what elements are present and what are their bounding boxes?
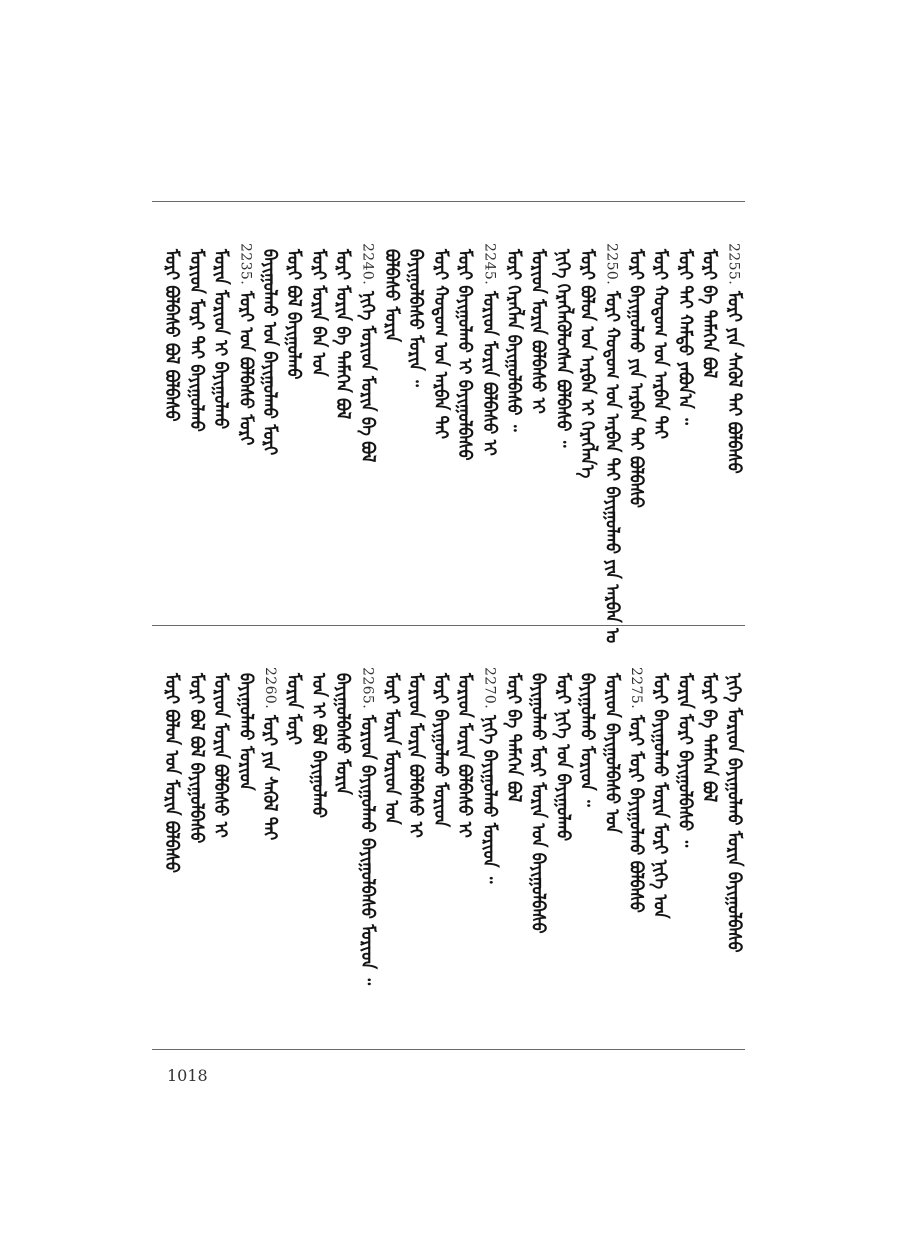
verse-text: ᠮᠣᠷᠢ ᠪᠣᠯᠤᠨ ᠤᠨ ᠮᠣᠷᠢᠨ ᠪᠣᠯᠪᠠᠰᠤ: [162, 673, 184, 873]
verse-text: ᠮᠣᠷᠢ ᠪᠠᠶᠢᠭᠤᠯᠬᠤ ᠶᠢᠨ ᠠᠷᠪᠠᠨ ᠲᠡᠢ ᠪᠣᠯᠪᠠᠰᠤ: [625, 249, 648, 508]
verse-text: ᠪᠠᠶᠢᠭᠤᠯᠬᠤ ᠤᠨ ᠪᠠᠶᠢᠭᠤᠯᠬᠤ ᠮᠣᠷᠢ: [259, 249, 282, 456]
upper-text-block: [158, 243, 746, 644]
verse-text: ᠮᠣᠷᠢ ᠪᠣᠯ ᠪᠠᠶᠢᠭᠤᠯᠬᠤ: [284, 249, 306, 380]
page-number: 1018: [167, 1066, 208, 1085]
line-number: 2250.: [603, 243, 620, 286]
verse-text: ᠮᠣᠷᠢᠳ ᠮᠣᠷᠢ ᠲᠠᠢ ᠪᠠᠶᠢᠭᠤᠯᠬᠤ: [186, 249, 209, 432]
verse-text: ᠮᠣᠷᠢ ᠬᠤᠲᠤᠭ ᠤᠨ ᠠᠷᠪᠠᠨ ᠲᠠᠢ: [430, 249, 453, 439]
line-number: 2245.: [481, 243, 498, 286]
verse-text: ᠮᠣᠷᠢ ᠲᠠᠢ ᠬᠠᠮᠲᠤ ᠶᠠᠪᠤᠨ᠎ᠠ ᠃: [674, 249, 697, 425]
verse-text: ᠮᠣᠷᠢᠨ ᠮᠣᠷᠢ: [284, 673, 306, 745]
verse-text: ᠮᠣᠷᠢ ᠬᠤᠲᠤᠭ ᠤᠨ ᠠᠷᠪᠠᠨ ᠲᠠᠢ ᠪᠠᠶᠢᠭᠤᠯᠬᠤ ᠶᠢᠨ ᠠᠷᠪᠠᠨ ᠤ: [601, 291, 624, 644]
verse-text: ᠪᠠᠶᠢᠭᠤᠯᠪᠠᠰᠤ ᠮᠣᠷᠢᠨ: [332, 673, 355, 795]
verse-text: ᠮᠣᠷᠢ ᠶᠢᠨ ᠰᠡᠭᠦᠯ ᠲᠡᠢ: [259, 715, 282, 841]
verse-text: ᠮᠣᠷᠢ ᠶᠢᠨ ᠰᠡᠭᠦᠯ ᠲᠡᠢ ᠪᠣᠯᠪᠠᠰᠤ: [723, 291, 746, 474]
verse-text: ᠨᠢᠭᠡ ᠪᠠᠶᠢᠭᠤᠯᠬᠤ ᠮᠣᠷᠢᠳ ᠃: [479, 715, 502, 884]
verse-text: ᠮᠣᠷᠢᠳ ᠪᠠᠶᠢᠭᠤᠯᠬᠤ ᠪᠠᠶᠢᠭᠤᠯᠪᠠᠰᠤ ᠮᠣᠷᠢᠳ ᠃: [357, 715, 380, 986]
verse-text: ᠮᠣᠷᠢ ᠪᠣᠯᠤᠨ ᠤᠨ ᠠᠷᠪᠠᠨ ᠢ ᠬᠡᠷᠡᠭᠯᠡᠨ᠎ᠡ: [576, 249, 599, 479]
middle-divider: [152, 625, 745, 626]
verse-text: ᠪᠠᠶᠢᠭᠤᠯᠪᠠᠰᠤ ᠮᠣᠷᠢᠨ ᠃: [406, 249, 428, 387]
verse-text: ᠪᠠᠶᠢᠭᠤᠯᠬᠤ ᠮᠣᠷᠢ ᠮᠣᠷᠢᠨ ᠤᠨ ᠪᠠᠶᠢᠭᠤᠯᠪᠠᠰᠤ: [528, 673, 550, 934]
lower-text-block: [158, 667, 744, 1037]
verse-text: ᠮᠣᠷᠢ ᠪᠠᠶᠢᠭᠤᠯᠬᠤ ᠮᠣᠷᠢᠳ: [430, 673, 453, 827]
verse-text: ᠮᠣᠷᠢᠳ ᠮᠣᠷᠢᠨ ᠪᠣᠯᠪᠠᠰᠤ ᠢ: [528, 249, 550, 414]
verse-text: ᠨᠢᠭᠡ ᠮᠣᠷᠢᠳ ᠪᠠᠶᠢᠭᠤᠯᠬᠤ ᠮᠣᠷᠢᠨ ᠪᠠᠶᠢᠭᠤᠯᠪᠠᠰᠤ: [723, 673, 746, 953]
verse-text: ᠮᠣᠷᠢ ᠪᠠ ᠲᠡᠮᠡᠭᠡᠨ ᠪᠣᠯ: [503, 673, 526, 803]
verse-text: ᠮᠣᠷᠢ ᠨᠢᠭᠡ ᠤᠨ ᠪᠠᠶᠢᠭᠤᠯᠬᠤ: [552, 673, 575, 842]
line-number: 2255.: [725, 243, 742, 286]
line-number: 2260.: [262, 667, 278, 710]
verse-text: ᠮᠣᠷᠢ ᠮᠣᠷᠢ ᠪᠠᠶᠢᠭᠤᠯᠬᠤ ᠪᠣᠯᠪᠠᠰᠤ: [625, 715, 648, 913]
verse-text: ᠪᠠᠶᠢᠭᠤᠯᠬᠤ ᠮᠣᠷᠢᠳ: [235, 673, 258, 791]
line-number: 2270.: [481, 667, 498, 710]
verse-text: ᠮᠣᠷᠢ ᠮᠣᠷᠢᠨ ᠮᠣᠷᠢᠳ ᠤᠨ: [381, 673, 404, 825]
bottom-divider: [152, 1049, 745, 1050]
verse-text: ᠮᠣᠷᠢ ᠤᠨ ᠪᠣᠯᠪᠠᠰᠤ ᠮᠣᠷᠢ: [235, 291, 258, 446]
verse-text: ᠤᠨ ᠢ ᠪᠣᠯ ᠪᠠᠶᠢᠭᠤᠯᠬᠤ: [308, 673, 331, 818]
verse-text: ᠮᠣᠷᠢ ᠬᠡᠷᠡᠭᠯᠡᠨ ᠪᠠᠶᠢᠭᠤᠯᠪᠠᠰᠤ ᠃: [503, 249, 526, 432]
verse-text: ᠨᠢᠭᠡ ᠮᠣᠷᠢᠳ ᠮᠣᠷᠢᠨ ᠪᠠ ᠪᠣᠯ: [357, 291, 380, 463]
verse-text: ᠪᠠᠶᠢᠭᠤᠯᠬᠤ ᠮᠣᠷᠢᠳ ᠃: [576, 673, 599, 807]
verse-text: ᠮᠣᠷᠢ ᠮᠣᠷᠢᠨ ᠪᠠ ᠲᠡᠮᠡᠭᠡᠨ ᠪᠣᠯ: [332, 249, 355, 420]
verse-text: ᠮᠣᠷᠢ ᠬᠤᠲᠤᠭ ᠤᠨ ᠠᠷᠪᠠᠨ ᠲᠡᠢ: [650, 249, 672, 439]
text-column: [158, 667, 186, 873]
verse-text: ᠨᠢᠭᠡ ᠬᠡᠷᠡᠭᠯᠡᠭᠦᠯᠦᠭᠰᠡᠨ ᠪᠣᠯᠪᠠᠰᠤ ᠃: [552, 249, 575, 448]
verse-text: ᠮᠣᠷᠢᠳ ᠮᠣᠷᠢᠨ ᠪᠣᠯᠪᠠᠰᠤ ᠢ: [454, 673, 477, 838]
verse-text: ᠮᠣᠷᠢᠨ ᠮᠣᠷᠢᠳ ᠢ ᠪᠠᠶᠢᠭᠤᠯᠬᠤ: [210, 249, 233, 430]
line-number: 2235.: [237, 243, 254, 286]
verse-text: ᠮᠣᠷᠢᠨ ᠮᠣᠷᠢ ᠪᠠᠶᠢᠭᠤᠯᠪᠠᠰᠤ ᠃: [674, 673, 697, 848]
verse-text: ᠮᠣᠷᠢ ᠪᠣᠯᠪᠠᠰᠤ ᠪᠣᠯ ᠪᠣᠯᠪᠠᠰᠤ: [162, 249, 184, 422]
verse-text: ᠮᠣᠷᠢᠳ ᠮᠣᠷᠢᠨ ᠪᠣᠯᠪᠠᠰᠤ ᠢ: [210, 673, 233, 838]
verse-text: ᠮᠣᠷᠢ ᠪᠠ ᠲᠡᠮᠡᠭᠡᠨ ᠪᠣᠯ: [698, 673, 721, 803]
verse-text: ᠮᠣᠷᠢᠳ ᠪᠠᠶᠢᠭᠤᠯᠪᠠᠰᠤ ᠤᠨ: [601, 673, 624, 834]
line-number: 2275.: [628, 667, 644, 710]
verse-text: ᠮᠣᠷᠢ ᠪᠣᠯ ᠪᠣᠯ ᠪᠠᠶᠢᠭᠤᠯᠪᠠᠰᠤ: [186, 673, 209, 844]
verse-text: ᠮᠣᠷᠢ ᠮᠣᠷᠢᠨ ᠪᠡᠨ ᠤᠨ: [308, 249, 331, 377]
verse-text: ᠮᠣᠷᠢᠳ ᠮᠣᠷᠢᠨ ᠪᠣᠯᠪᠠᠰᠤ ᠢ: [479, 291, 502, 456]
line-number: 2265.: [359, 667, 376, 710]
verse-text: ᠮᠣᠷᠢᠳ ᠮᠣᠷᠢᠨ ᠪᠣᠯᠪᠠᠰᠤ ᠢ: [406, 673, 428, 838]
text-column: [158, 243, 186, 422]
verse-text: ᠮᠣᠷᠢ ᠪᠠᠶᠢᠭᠤᠯᠬᠤ ᠮᠣᠷᠢᠨ ᠮᠣᠷᠢ ᠨᠢᠭᠡ ᠤᠨ: [650, 673, 672, 919]
line-number: 2240.: [359, 243, 376, 286]
verse-text: ᠪᠣᠯᠪᠠᠰᠤ ᠮᠣᠷᠢᠨ: [381, 249, 404, 342]
verse-text: ᠮᠣᠷᠢ ᠪᠠ ᠲᠡᠮᠡᠭᠡᠨ ᠪᠣᠯ: [698, 249, 721, 379]
verse-text: ᠮᠣᠷᠢ ᠪᠠᠶᠢᠭᠤᠯᠬᠤ ᠢ ᠪᠠᠶᠢᠭᠤᠯᠪᠠᠰᠤ: [454, 249, 477, 461]
top-divider: [152, 201, 745, 202]
